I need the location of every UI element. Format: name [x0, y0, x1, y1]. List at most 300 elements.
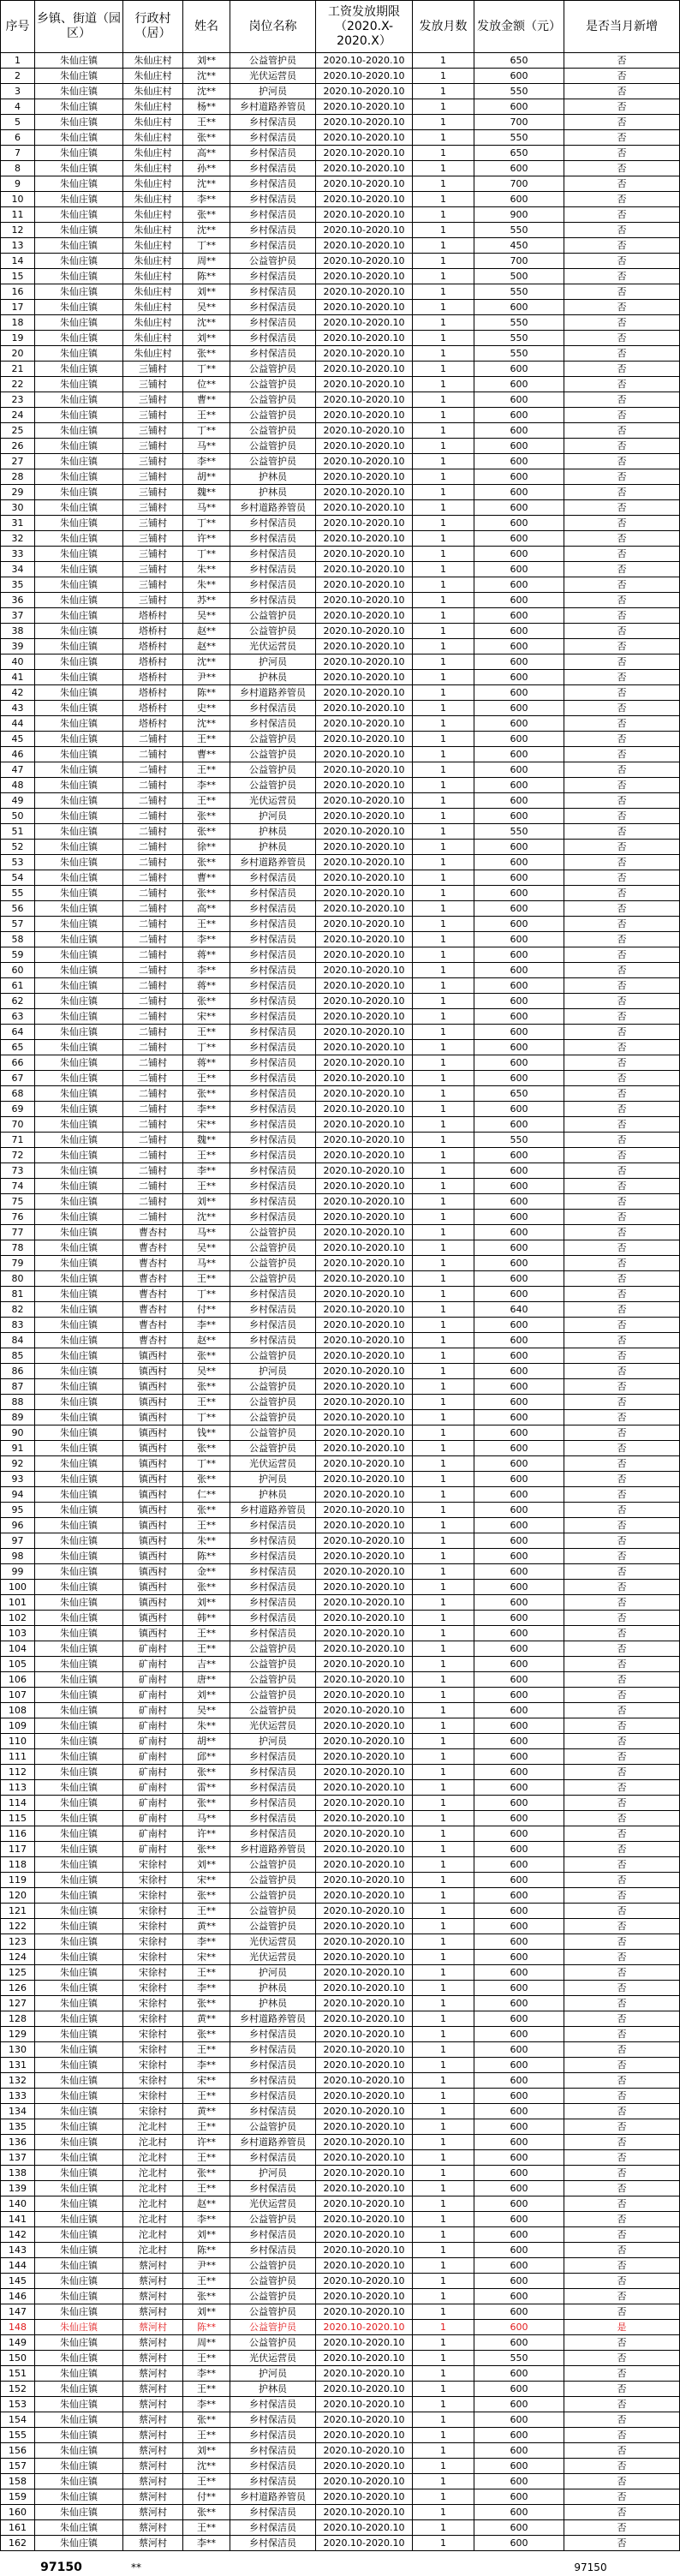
cell-months: 1: [413, 2166, 474, 2181]
cell-new: 否: [564, 2428, 680, 2443]
cell-new: 否: [564, 500, 680, 516]
cell-village: 朱仙庄村: [123, 192, 183, 207]
cell-town: 朱仙庄镇: [35, 1210, 123, 1225]
cell-index: 66: [1, 1055, 35, 1071]
table-row: [1, 2089, 680, 2104]
cell-months: 1: [413, 1395, 474, 1410]
cell-period: 2020.10-2020.10: [316, 1549, 413, 1564]
cell-period: 2020.10-2020.10: [316, 392, 413, 408]
cell-period: 2020.10-2020.10: [316, 1271, 413, 1287]
cell-new: 否: [564, 1996, 680, 2011]
cell-index: 133: [1, 2089, 35, 2104]
cell-months: 1: [413, 1472, 474, 1487]
cell-name: 张**: [183, 2166, 230, 2181]
cell-position: 护林员: [230, 1487, 316, 1503]
cell-position: 乡村保洁员: [230, 2104, 316, 2119]
cell-village: 镇西村: [123, 1441, 183, 1456]
cell-index: 144: [1, 2258, 35, 2274]
cell-index: 99: [1, 1564, 35, 1580]
cell-new: 否: [564, 1487, 680, 1503]
cell-town: 朱仙庄镇: [35, 454, 123, 469]
cell-months: 1: [413, 254, 474, 269]
cell-name: 李**: [183, 192, 230, 207]
cell-position: 乡村保洁员: [230, 963, 316, 978]
cell-index: 28: [1, 469, 35, 485]
cell-position: 乡村保洁员: [230, 2428, 316, 2443]
table-row: [1, 69, 680, 84]
cell-amount: 600: [474, 2243, 564, 2258]
cell-new: 否: [564, 2058, 680, 2073]
table-row: [1, 1271, 680, 1287]
cell-period: 2020.10-2020.10: [316, 1796, 413, 1811]
cell-name: 赵**: [183, 2196, 230, 2212]
cell-new: 否: [564, 1564, 680, 1580]
cell-index: 98: [1, 1549, 35, 1564]
cell-village: 宋徐村: [123, 1857, 183, 1873]
cell-new: 否: [564, 531, 680, 547]
cell-period: 2020.10-2020.10: [316, 547, 413, 562]
header-index: 序号: [1, 1, 35, 53]
cell-name: 丁**: [183, 423, 230, 439]
cell-position: 光伏运营员: [230, 1718, 316, 1734]
cell-town: 朱仙庄镇: [35, 2474, 123, 2489]
cell-village: 二铺村: [123, 1055, 183, 1071]
cell-village: 蔡河村: [123, 2335, 183, 2351]
cell-town: 朱仙庄镇: [35, 1348, 123, 1364]
footer-total-right: 97150: [574, 2561, 607, 2573]
table-row: [1, 2274, 680, 2289]
cell-village: 沱北村: [123, 2243, 183, 2258]
cell-position: 乡村保洁员: [230, 146, 316, 161]
cell-town: 朱仙庄镇: [35, 901, 123, 917]
cell-amount: 600: [474, 377, 564, 392]
cell-name: 王**: [183, 1025, 230, 1040]
table-row: [1, 516, 680, 531]
cell-amount: 600: [474, 762, 564, 778]
cell-period: 2020.10-2020.10: [316, 1102, 413, 1117]
cell-amount: 600: [474, 2459, 564, 2474]
cell-village: 二铺村: [123, 917, 183, 932]
cell-town: 朱仙庄镇: [35, 1240, 123, 1256]
cell-months: 1: [413, 84, 474, 99]
cell-village: 宋徐村: [123, 2042, 183, 2058]
cell-name: 孙**: [183, 161, 230, 176]
cell-index: 111: [1, 1749, 35, 1765]
cell-position: 乡村保洁员: [230, 1287, 316, 1302]
cell-months: 1: [413, 624, 474, 639]
cell-position: 乡村保洁员: [230, 2474, 316, 2489]
cell-position: 公益管护员: [230, 747, 316, 762]
cell-months: 1: [413, 901, 474, 917]
cell-town: 朱仙庄镇: [35, 809, 123, 824]
cell-amount: 600: [474, 716, 564, 732]
cell-new: 否: [564, 1086, 680, 1102]
table-row: [1, 747, 680, 762]
cell-position: 乡村保洁员: [230, 115, 316, 130]
cell-amount: 600: [474, 1796, 564, 1811]
cell-period: 2020.10-2020.10: [316, 2505, 413, 2520]
header-new: 是否当月新增: [564, 1, 680, 53]
cell-index: 150: [1, 2351, 35, 2366]
table-row: [1, 346, 680, 362]
cell-village: 矿南村: [123, 1780, 183, 1796]
table-row: [1, 1256, 680, 1271]
cell-position: 乡村保洁员: [230, 300, 316, 315]
cell-index: 60: [1, 963, 35, 978]
cell-months: 1: [413, 2227, 474, 2243]
cell-village: 朱仙庄村: [123, 315, 183, 331]
cell-village: 蔡河村: [123, 2320, 183, 2335]
cell-position: 公益管护员: [230, 2320, 316, 2335]
cell-period: 2020.10-2020.10: [316, 2212, 413, 2227]
cell-town: 朱仙庄镇: [35, 516, 123, 531]
cell-amount: 700: [474, 115, 564, 130]
table-row: [1, 1826, 680, 1842]
cell-months: 1: [413, 1102, 474, 1117]
cell-amount: 600: [474, 2274, 564, 2289]
cell-position: 公益管护员: [230, 2304, 316, 2320]
cell-name: 邱**: [183, 1749, 230, 1765]
cell-index: 115: [1, 1811, 35, 1826]
cell-new: 否: [564, 1271, 680, 1287]
cell-town: 朱仙庄镇: [35, 1025, 123, 1040]
cell-position: 公益管护员: [230, 1348, 316, 1364]
cell-period: 2020.10-2020.10: [316, 1163, 413, 1179]
cell-new: 否: [564, 809, 680, 824]
cell-new: 否: [564, 269, 680, 284]
cell-index: 44: [1, 716, 35, 732]
cell-period: 2020.10-2020.10: [316, 1842, 413, 1857]
cell-village: 朱仙庄村: [123, 300, 183, 315]
cell-index: 120: [1, 1888, 35, 1904]
cell-town: 朱仙庄镇: [35, 2212, 123, 2227]
cell-name: 徐**: [183, 840, 230, 855]
cell-months: 1: [413, 1749, 474, 1765]
cell-position: 乡村保洁员: [230, 531, 316, 547]
cell-position: 乡村保洁员: [230, 886, 316, 901]
cell-amount: 600: [474, 963, 564, 978]
cell-village: 朱仙庄村: [123, 223, 183, 238]
cell-town: 朱仙庄镇: [35, 701, 123, 716]
table-row: [1, 1179, 680, 1194]
table-row: [1, 1533, 680, 1549]
cell-village: 曹杏村: [123, 1240, 183, 1256]
cell-amount: 600: [474, 469, 564, 485]
cell-village: 三铺村: [123, 423, 183, 439]
cell-position: 乡村保洁员: [230, 2443, 316, 2459]
cell-position: 光伏运营员: [230, 2351, 316, 2366]
cell-village: 三铺村: [123, 439, 183, 454]
cell-period: 2020.10-2020.10: [316, 1055, 413, 1071]
cell-period: 2020.10-2020.10: [316, 1425, 413, 1441]
cell-village: 二铺村: [123, 963, 183, 978]
cell-position: 乡村保洁员: [230, 2227, 316, 2243]
cell-town: 朱仙庄镇: [35, 1626, 123, 1641]
cell-new: 否: [564, 2382, 680, 2397]
cell-index: 146: [1, 2289, 35, 2304]
cell-name: 王**: [183, 1271, 230, 1287]
cell-name: 沈**: [183, 1210, 230, 1225]
table-row: [1, 1765, 680, 1780]
cell-village: 宋徐村: [123, 1965, 183, 1981]
table-row: [1, 469, 680, 485]
cell-position: 乡村道路养管员: [230, 2011, 316, 2027]
cell-index: 24: [1, 408, 35, 423]
cell-town: 朱仙庄镇: [35, 2042, 123, 2058]
cell-name: 魏**: [183, 1133, 230, 1148]
cell-months: 1: [413, 1287, 474, 1302]
cell-period: 2020.10-2020.10: [316, 2119, 413, 2135]
cell-amount: 600: [474, 547, 564, 562]
cell-months: 1: [413, 99, 474, 115]
cell-amount: 600: [474, 1765, 564, 1780]
cell-months: 1: [413, 346, 474, 362]
cell-new: 否: [564, 1641, 680, 1657]
footer-name: **: [131, 2561, 141, 2573]
table-row: [1, 1688, 680, 1703]
cell-new: 否: [564, 1749, 680, 1765]
cell-town: 朱仙庄镇: [35, 2489, 123, 2505]
cell-new: 否: [564, 1148, 680, 1163]
cell-name: 李**: [183, 1102, 230, 1117]
cell-months: 1: [413, 1888, 474, 1904]
cell-town: 朱仙庄镇: [35, 840, 123, 855]
cell-period: 2020.10-2020.10: [316, 1518, 413, 1533]
cell-position: 护河员: [230, 1364, 316, 1379]
cell-village: 宋徐村: [123, 2058, 183, 2073]
cell-months: 1: [413, 1333, 474, 1348]
cell-amount: 600: [474, 1194, 564, 1210]
cell-period: 2020.10-2020.10: [316, 639, 413, 654]
cell-new: 否: [564, 762, 680, 778]
cell-village: 二铺村: [123, 1009, 183, 1025]
cell-index: 47: [1, 762, 35, 778]
table-row: [1, 2351, 680, 2366]
cell-months: 1: [413, 2428, 474, 2443]
table-row: [1, 1395, 680, 1410]
table-row: [1, 1333, 680, 1348]
cell-town: 朱仙庄镇: [35, 932, 123, 947]
cell-index: 50: [1, 809, 35, 824]
cell-months: 1: [413, 2258, 474, 2274]
cell-months: 1: [413, 1518, 474, 1533]
cell-town: 朱仙庄镇: [35, 207, 123, 223]
table-row: [1, 2397, 680, 2412]
cell-period: 2020.10-2020.10: [316, 2366, 413, 2382]
cell-town: 朱仙庄镇: [35, 1657, 123, 1672]
cell-period: 2020.10-2020.10: [316, 824, 413, 840]
cell-town: 朱仙庄镇: [35, 917, 123, 932]
cell-period: 2020.10-2020.10: [316, 1472, 413, 1487]
table-row: [1, 1873, 680, 1888]
cell-period: 2020.10-2020.10: [316, 1718, 413, 1734]
cell-period: 2020.10-2020.10: [316, 1996, 413, 2011]
table-row: [1, 701, 680, 716]
cell-village: 二铺村: [123, 1117, 183, 1133]
cell-name: 沈**: [183, 654, 230, 670]
cell-town: 朱仙庄镇: [35, 1086, 123, 1102]
cell-months: 1: [413, 1441, 474, 1456]
cell-position: 乡村道路养管员: [230, 2489, 316, 2505]
cell-town: 朱仙庄镇: [35, 223, 123, 238]
cell-amount: 600: [474, 1503, 564, 1518]
cell-name: 陈**: [183, 1549, 230, 1564]
cell-town: 朱仙庄镇: [35, 1194, 123, 1210]
cell-new: 否: [564, 2474, 680, 2489]
cell-name: 李**: [183, 1981, 230, 1996]
cell-new: 否: [564, 1364, 680, 1379]
cell-months: 1: [413, 1688, 474, 1703]
cell-position: 乡村保洁员: [230, 1009, 316, 1025]
cell-index: 38: [1, 624, 35, 639]
table-row: [1, 793, 680, 809]
cell-new: 否: [564, 2505, 680, 2520]
cell-period: 2020.10-2020.10: [316, 130, 413, 146]
cell-new: 否: [564, 1102, 680, 1117]
cell-town: 朱仙庄镇: [35, 577, 123, 593]
cell-village: 矿南村: [123, 1749, 183, 1765]
cell-name: 王**: [183, 2150, 230, 2166]
table-row: [1, 269, 680, 284]
cell-amount: 550: [474, 1133, 564, 1148]
cell-village: 二铺村: [123, 1133, 183, 1148]
cell-amount: 600: [474, 1518, 564, 1533]
cell-period: 2020.10-2020.10: [316, 2520, 413, 2536]
cell-period: 2020.10-2020.10: [316, 485, 413, 500]
cell-amount: 600: [474, 2443, 564, 2459]
cell-name: 杨**: [183, 99, 230, 115]
cell-new: 否: [564, 2027, 680, 2042]
cell-name: 许**: [183, 1826, 230, 1842]
cell-village: 宋徐村: [123, 2104, 183, 2119]
table-row: [1, 1641, 680, 1657]
cell-position: 公益管护员: [230, 408, 316, 423]
cell-town: 朱仙庄镇: [35, 1904, 123, 1919]
cell-new: 否: [564, 2042, 680, 2058]
cell-name: 张**: [183, 1086, 230, 1102]
cell-amount: 600: [474, 1009, 564, 1025]
table-row: [1, 284, 680, 300]
cell-name: 位**: [183, 377, 230, 392]
cell-index: 26: [1, 439, 35, 454]
cell-index: 43: [1, 701, 35, 716]
cell-village: 宋徐村: [123, 2089, 183, 2104]
cell-town: 朱仙庄镇: [35, 1441, 123, 1456]
cell-period: 2020.10-2020.10: [316, 1379, 413, 1395]
cell-new: 否: [564, 2011, 680, 2027]
table-row: [1, 1009, 680, 1025]
cell-name: 张**: [183, 1765, 230, 1780]
cell-position: 乡村保洁员: [230, 1626, 316, 1641]
cell-months: 1: [413, 1348, 474, 1364]
cell-period: 2020.10-2020.10: [316, 254, 413, 269]
cell-amount: 600: [474, 2027, 564, 2042]
cell-position: 乡村保洁员: [230, 207, 316, 223]
cell-amount: 600: [474, 2382, 564, 2397]
table-row: [1, 2243, 680, 2258]
cell-town: 朱仙庄镇: [35, 485, 123, 500]
table-row: [1, 1657, 680, 1672]
cell-name: 张**: [183, 346, 230, 362]
cell-period: 2020.10-2020.10: [316, 331, 413, 346]
cell-period: 2020.10-2020.10: [316, 1857, 413, 1873]
cell-new: 否: [564, 1580, 680, 1595]
cell-name: 王**: [183, 2042, 230, 2058]
cell-name: 刘**: [183, 2304, 230, 2320]
cell-period: 2020.10-2020.10: [316, 1626, 413, 1641]
cell-position: 乡村保洁员: [230, 2243, 316, 2258]
cell-town: 朱仙庄镇: [35, 1256, 123, 1271]
cell-period: 2020.10-2020.10: [316, 1780, 413, 1796]
cell-period: 2020.10-2020.10: [316, 2412, 413, 2428]
cell-name: 周**: [183, 2335, 230, 2351]
cell-index: 25: [1, 423, 35, 439]
cell-name: 沈**: [183, 315, 230, 331]
cell-new: 否: [564, 1518, 680, 1533]
cell-index: 12: [1, 223, 35, 238]
cell-village: 朱仙庄村: [123, 99, 183, 115]
cell-town: 朱仙庄镇: [35, 161, 123, 176]
table-row: [1, 2320, 680, 2335]
cell-period: 2020.10-2020.10: [316, 1934, 413, 1950]
cell-position: 公益管护员: [230, 1873, 316, 1888]
cell-index: 31: [1, 516, 35, 531]
cell-town: 朱仙庄镇: [35, 654, 123, 670]
cell-amount: 600: [474, 1780, 564, 1796]
cell-new: 否: [564, 2073, 680, 2089]
cell-name: 马**: [183, 500, 230, 516]
cell-amount: 600: [474, 1025, 564, 1040]
cell-months: 1: [413, 855, 474, 870]
cell-name: 朱**: [183, 1718, 230, 1734]
cell-village: 二铺村: [123, 1148, 183, 1163]
cell-name: 付**: [183, 2489, 230, 2505]
cell-position: 乡村保洁员: [230, 1194, 316, 1210]
cell-index: 53: [1, 855, 35, 870]
cell-town: 朱仙庄镇: [35, 2536, 123, 2551]
cell-village: 蔡河村: [123, 2258, 183, 2274]
cell-new: 否: [564, 254, 680, 269]
cell-amount: 550: [474, 824, 564, 840]
cell-period: 2020.10-2020.10: [316, 870, 413, 886]
cell-name: 赵**: [183, 1333, 230, 1348]
table-row: [1, 254, 680, 269]
cell-position: 乡村保洁员: [230, 269, 316, 284]
table-row: [1, 762, 680, 778]
cell-town: 朱仙庄镇: [35, 284, 123, 300]
cell-position: 乡村保洁员: [230, 2150, 316, 2166]
cell-new: 否: [564, 1657, 680, 1672]
cell-village: 曹杏村: [123, 1287, 183, 1302]
table-row: [1, 1163, 680, 1179]
cell-index: 2: [1, 69, 35, 84]
table-row: [1, 732, 680, 747]
table-row: [1, 1302, 680, 1318]
cell-new: 否: [564, 1117, 680, 1133]
cell-months: 1: [413, 115, 474, 130]
cell-period: 2020.10-2020.10: [316, 346, 413, 362]
cell-name: 尹**: [183, 2258, 230, 2274]
table-row: [1, 1580, 680, 1595]
cell-town: 朱仙庄镇: [35, 2166, 123, 2181]
cell-amount: 600: [474, 2073, 564, 2089]
cell-village: 镇西村: [123, 1611, 183, 1626]
cell-period: 2020.10-2020.10: [316, 1395, 413, 1410]
cell-index: 132: [1, 2073, 35, 2089]
table-row: [1, 1950, 680, 1965]
cell-amount: 600: [474, 2489, 564, 2505]
cell-new: 否: [564, 1456, 680, 1472]
